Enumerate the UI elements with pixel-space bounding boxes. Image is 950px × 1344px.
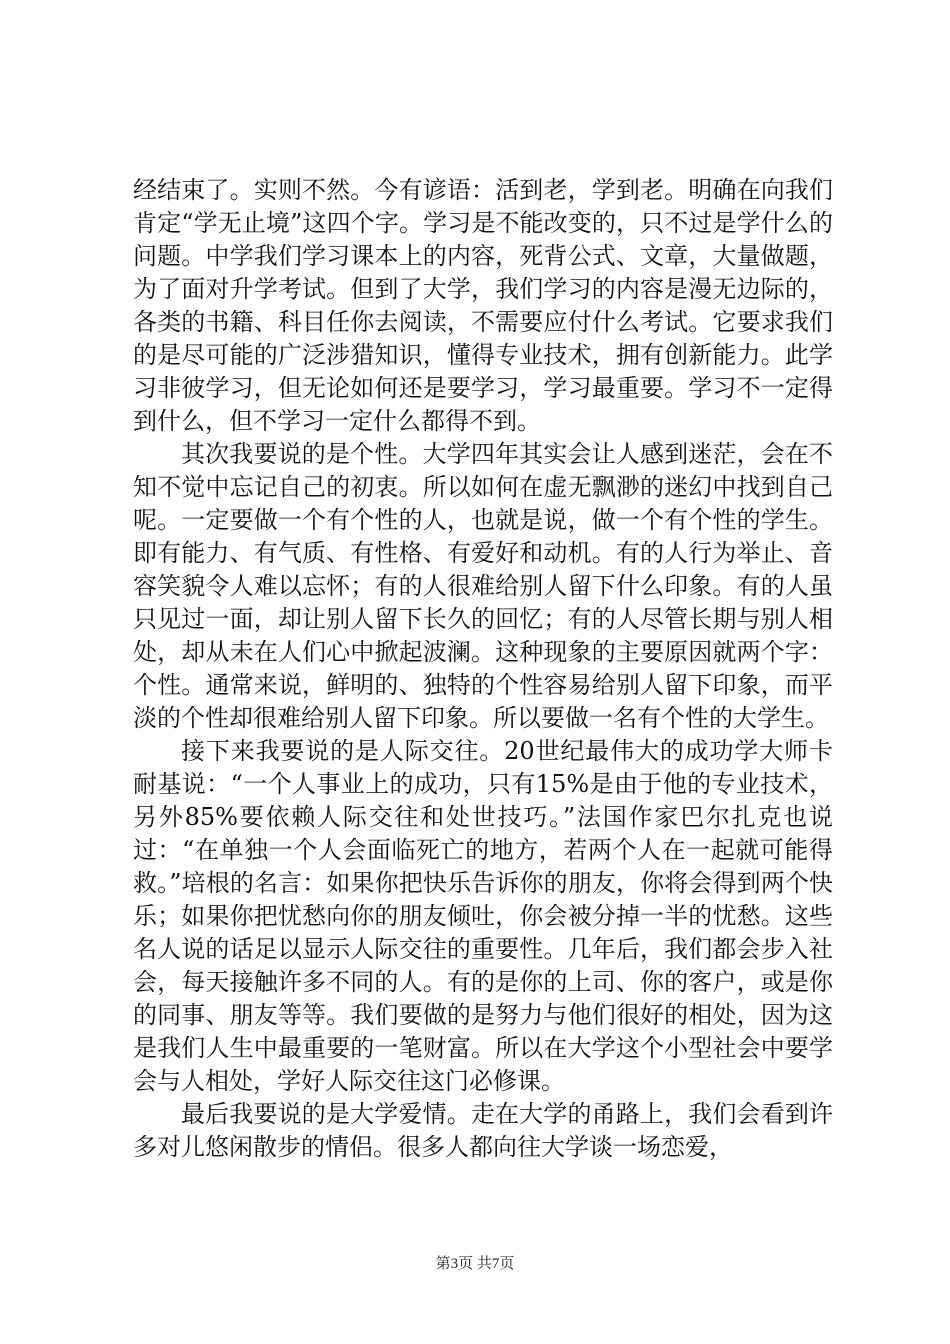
paragraph-college-love: 最后我要说的是大学爱情。走在大学的甬路上，我们会看到许多对儿悠闲散步的情侣。很多人都向往大学谈一场恋爱，: [133, 1100, 833, 1161]
page-footer: 第3页 共7页: [435, 1256, 515, 1272]
paragraph-social-interaction: 接下来我要说的是人际交往。20世纪最伟大的成功学大师卡耐基说：“一个人事业上的成功，只有15%是由于他的专业技术，另外85%要依赖人际交往和处世技巧。”法国作家巴尔扎克也说过：“在单独一个人会面临死亡的地方，若两个人在一起就可能得救。”培根的名言：如果你把快乐告诉你的朋友，你将会得到两个快乐；如果你把忧愁向你的朋友倾吐，你会被分掉一半的忧愁。这些名人说的话足以显示人际交往的重要性。几年后，我们都会步入社会，每天接触许多不同的人。有的是你的上司、你的客户，或是你的同事、朋友等等。我们要做的是努力与他们很好的相处，因为这是我们人生中最重要的一笔财富。所以在大学这个小型社会中要学会与人相处，学好人际交往这门必修课。: [133, 737, 833, 1095]
document-body: [133, 174, 833, 1164]
paragraph-study: 经结束了。实则不然。今有谚语：活到老，学到老。明确在向我们肯定“学无止境”这四个字。学习是不能改变的，只不过是学什么的问题。中学我们学习课本上的内容，死背公式、文章，大量做题，为了面对升学考试。但到了大学，我们学习的内容是漫无边际的，各类的书籍、科目任你去阅读，不需要应付什么考试。它要求我们的是尽可能的广泛涉猎知识，懂得专业技术，拥有创新能力。此学习非彼学习，但无论如何还是要学习，学习最重要。学习不一定得到什么，但不学习一定什么都得不到。: [133, 176, 833, 435]
paragraph-personality: 其次我要说的是个性。大学四年其实会让人感到迷茫，会在不知不觉中忘记自己的初衷。所以如何在虚无飘渺的迷幻中找到自己呢。一定要做一个有个性的人，也就是说，做一个有个性的学生。即有能力、有气质、有性格、有爱好和动机。有的人行为举止、音容笑貌令人难以忘怀；有的人很难给别人留下什么印象。有的人虽只见过一面，却让别人留下长久的回忆；有的人尽管长期与别人相处，却从未在人们心中掀起波澜。这种现象的主要原因就两个字：个性。通常来说，鲜明的、独特的个性容易给别人留下印象，而平淡的个性却很难给别人留下印象。所以要做一名有个性的大学生。: [133, 440, 833, 732]
